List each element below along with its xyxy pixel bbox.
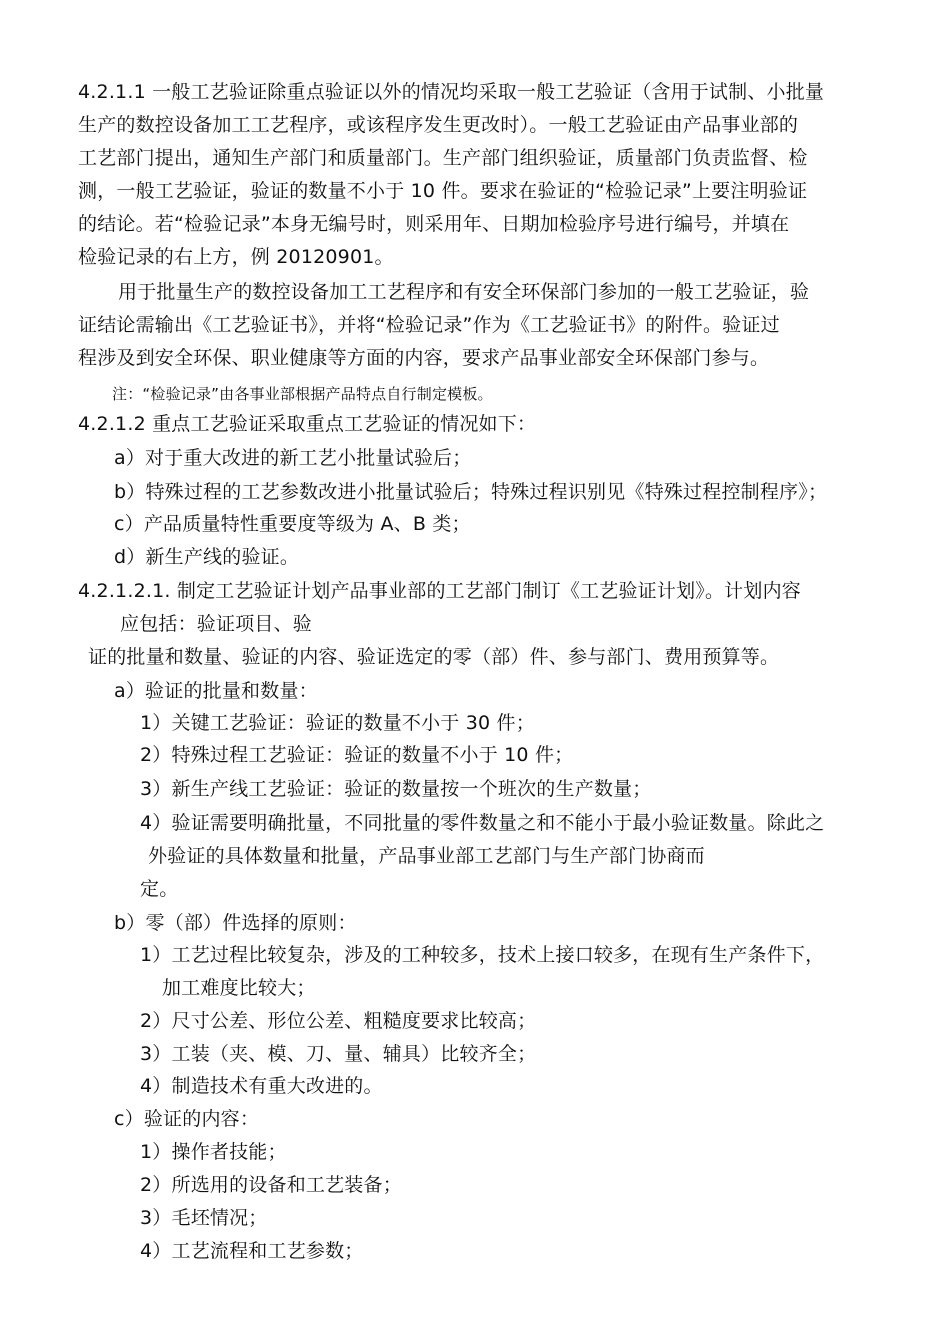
list-item: 4）制造技术有重大改进的。 [140,1075,383,1097]
paragraph-line: 检验记录的右上方，例 20120901。 [78,246,394,268]
list-item: 3）新生产线工艺验证：验证的数量按一个班次的生产数量； [140,778,652,800]
list-item: 2）尺寸公差、形位公差、粗糙度要求比较高； [140,1010,537,1032]
paragraph-line: 程涉及到安全环保、职业健康等方面的内容，要求产品事业部安全环保部门参与。 [78,347,770,369]
list-item: 4）工艺流程和工艺参数； [140,1240,364,1262]
paragraph-line: 的结论。若“检验记录”本身无编号时，则采用年、日期加检验序号进行编号，并填在 [78,213,790,235]
list-item: 1）关键工艺验证：验证的数量不小于 30 件； [140,712,535,734]
list-item: 1）工艺过程比较复杂，涉及的工种较多，技术上接口较多，在现有生产条件下， [140,944,825,966]
paragraph-line: 测，一般工艺验证，验证的数量不小于 10 件。要求在验证的“检验记录”上要注明验证 [78,180,808,202]
list-item: 3）毛坯情况； [140,1207,268,1229]
list-item-continuation: 外验证的具体数量和批量，产品事业部工艺部门与生产部门协商而 [148,845,705,867]
list-item-continuation: 定。 [140,878,179,900]
list-item: 1）操作者技能； [140,1141,287,1163]
list-item: c）产品质量特性重要度等级为 A、B 类； [114,513,471,535]
list-item: 2）所选用的设备和工艺装备； [140,1174,402,1196]
list-item: 3）工装（夹、模、刀、量、辅具）比较齐全； [140,1043,537,1065]
subsection-title: c）验证的内容： [114,1108,260,1130]
paragraph-line: 生产的数控设备加工工艺程序，或该程序发生更改时）。一般工艺验证由产品事业部的 [78,114,799,136]
list-item: 2）特殊过程工艺验证：验证的数量不小于 10 件； [140,744,574,766]
paragraph-line: 用于批量生产的数控设备加工工艺程序和有安全环保部门参加的一般工艺验证，验 [118,281,810,303]
list-item: d）新生产线的验证。 [114,546,300,568]
list-item-continuation: 加工难度比较大； [162,977,316,999]
paragraph-line: 证的批量和数量、验证的内容、验证选定的零（部）件、参与部门、费用预算等。 [88,646,780,668]
section-heading: 4.2.1.2.1. 制定工艺验证计划产品事业部的工艺部门制订《工艺验证计划》。计划内容 [78,580,801,602]
paragraph-line: 证结论需输出《工艺验证书》，并将“检验记录”作为《工艺验证书》的附件。验证过 [78,314,780,336]
subsection-title: b）零（部）件选择的原则： [114,912,357,934]
paragraph-line: 应包括：验证项目、验 [120,613,313,635]
list-item: a）对于重大改进的新工艺小批量试验后； [114,447,472,469]
section-heading: 4.2.1.2 重点工艺验证采取重点工艺验证的情况如下： [78,413,537,435]
note-text: 注：“检验记录”由各事业部根据产品特点自行制定模板。 [112,385,493,403]
list-item: b）特殊过程的工艺参数改进小批量试验后；特殊过程识别见《特殊过程控制程序》； [114,481,828,503]
list-item: 4）验证需要明确批量，不同批量的零件数量之和不能小于最小验证数量。除此之 [140,812,825,834]
paragraph-line: 4.2.1.1 一般工艺验证除重点验证以外的情况均采取一般工艺验证（含用于试制、小批量 [78,81,825,103]
paragraph-line: 工艺部门提出，通知生产部门和质量部门。生产部门组织验证，质量部门负责监督、检 [78,147,808,169]
subsection-title: a）验证的批量和数量： [114,680,318,702]
